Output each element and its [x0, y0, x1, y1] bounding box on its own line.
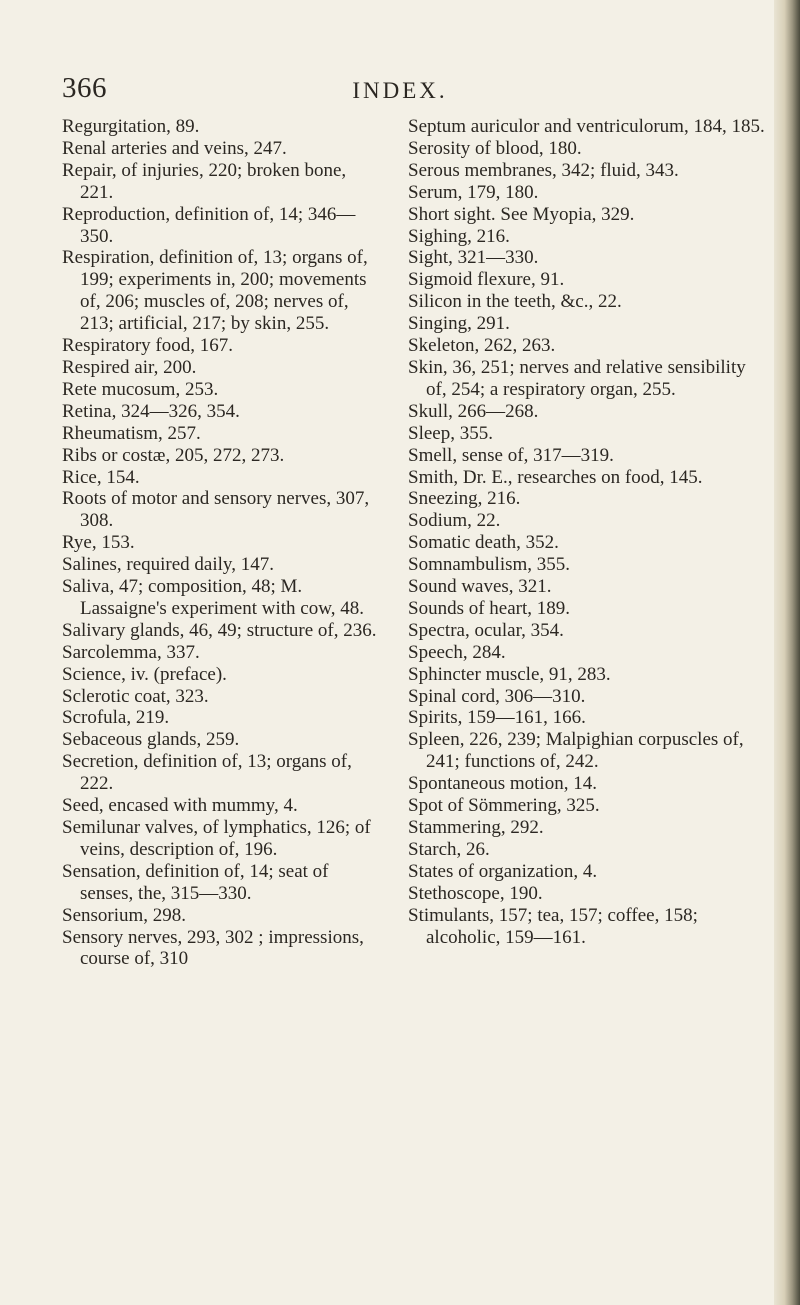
index-entry: Stammering, 292. [408, 817, 544, 838]
index-entry: Secretion, definition of, 13; organs of, 222. [62, 751, 352, 795]
index-entry: Starch, 26. [408, 838, 490, 860]
index-entry: Sound waves, 321. [408, 576, 552, 598]
index-entry: Septum auriculor and ventriculorum, 184, 185. [408, 116, 765, 137]
index-entry: Salivary glands, 46, 49; structure of, 236. [62, 619, 377, 641]
index-entry: Somnambulism, 355. [408, 554, 571, 576]
index-entry: Sclerotic coat, 323. [62, 685, 209, 707]
index-entry: Semilunar valves, of lymphatics, 126; of veins, description of, 196. [62, 817, 371, 860]
index-entry: Serum, 179, 180. [408, 181, 539, 203]
index-entry: Respiratory food, 167. [62, 335, 233, 357]
index-entry: Sarcolemma, 337. [62, 641, 200, 663]
index-entry: Rice, 154. [62, 466, 140, 488]
index-entry: Spot of Sömmering, 325. [408, 795, 600, 817]
index-entry: States of organization, 4. [408, 860, 598, 882]
index-entry: Serosity of blood, 180. [408, 137, 582, 159]
index-entry: Seed, encased with mummy, 4. [62, 795, 298, 817]
index-entry: Sigmoid flexure, 91. [408, 269, 565, 291]
page-title: INDEX. [352, 78, 448, 103]
index-entry: Sighing, 216. [408, 225, 510, 247]
index-entry: Speech, 284. [408, 641, 506, 663]
index-entry: Retina, 324—326, 354. [62, 400, 240, 422]
index-entry: Spleen, 226, 239; Malpighian corpuscles of, 241; functions of, 242. [408, 729, 744, 773]
index-entry: Silicon in the teeth, &c., 22. [408, 291, 622, 313]
index-entry: Sounds of heart, 189. [408, 597, 571, 619]
index-entry: Singing, 291. [408, 313, 510, 335]
index-entry: Stimulants, 157; tea, 157; coffee, 158; alcoholic, 159—161. [408, 904, 698, 948]
page-number: 366 [62, 72, 107, 104]
index-entry: Rete mucosum, 253. [62, 378, 219, 400]
index-entry: Skeleton, 262, 263. [408, 335, 556, 357]
index-entry: Stethoscope, 190. [408, 882, 543, 904]
index-entry: Smell, sense of, 317—319. [408, 444, 614, 466]
index-entry: Skull, 266—268. [408, 400, 539, 422]
index-entry: Spinal cord, 306—310. [408, 685, 586, 707]
index-entry: Rye, 153. [62, 532, 135, 554]
page-edge-shadow [774, 0, 800, 1305]
index-entry: Scrofula, 219. [62, 707, 170, 729]
index-entry: Reproduction, definition of, 14; 346—350. [62, 203, 356, 247]
index-entry: Smith, Dr. E., researches on food, 145. [408, 466, 703, 488]
index-entry: Ribs or costæ, 205, 272, 273. [62, 444, 285, 466]
index-entry: Sensation, definition of, 14; seat of senses, the, 315—330. [62, 860, 329, 904]
index-entry: Spirits, 159—161, 166. [408, 707, 586, 729]
index-entry: Serous membranes, 342; fluid, 343. [408, 159, 679, 181]
index-entry: Repair, of injuries, 220; broken bone, 221. [62, 159, 347, 203]
index-entry: Saliva, 47; composition, 48; M. Lassaigne's experiment with cow, 48. [62, 576, 364, 619]
index-entry: Respired air, 200. [62, 356, 197, 378]
index-entry: Renal arteries and veins, 247. [62, 137, 287, 159]
index-column-right [408, 116, 768, 948]
index-entry: Sebaceous glands, 259. [62, 729, 240, 751]
index-entry: Skin, 36, 251; nerves and relative sensibility of, 254; a respiratory organ, 255. [408, 356, 746, 400]
index-entry: Sneezing, 216. [408, 488, 521, 510]
index-entry: Sphincter muscle, 91, 283. [408, 663, 611, 685]
index-entry: Respiration, definition of, 13; organs of, 199; experiments in, 200; movements of, 206; muscles of, 208; nerves of, 213; artificial, 217; by skin, 255. [62, 247, 368, 335]
index-entry: Somatic death, 352. [408, 532, 559, 554]
index-entry: Science, iv. (preface). [62, 663, 227, 685]
index-entry: Sensorium, 298. [62, 904, 187, 926]
index-entry: Rheumatism, 257. [62, 422, 201, 444]
index-entry: Regurgitation, 89. [62, 116, 200, 137]
index-entry: Roots of motor and sensory nerves, 307, 308. [62, 488, 370, 532]
index-entry: Sensory nerves, 293, 302 ; impressions, course of, 310 [62, 926, 364, 970]
index-column-left [62, 116, 382, 970]
index-entry: Salines, required daily, 147. [62, 554, 274, 576]
index-entry: Spontaneous motion, 14. [408, 773, 597, 795]
index-entry: Sleep, 355. [408, 422, 493, 444]
index-entry: Spectra, ocular, 354. [408, 619, 564, 641]
index-entry: Sight, 321—330. [408, 247, 539, 269]
index-entry: Sodium, 22. [408, 510, 501, 532]
index-entry: Short sight. See Myopia, 329. [408, 203, 635, 225]
